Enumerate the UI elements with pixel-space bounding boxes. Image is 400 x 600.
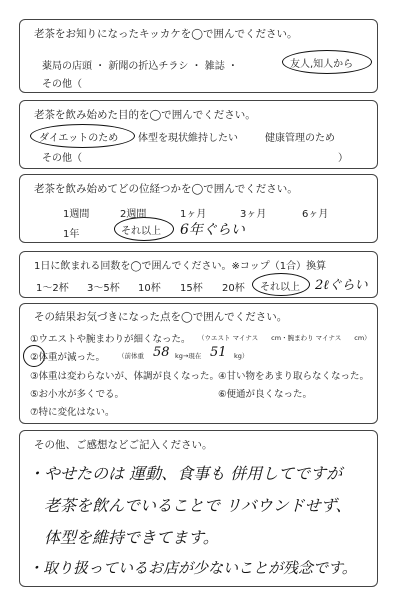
- q5-item-5: ⑤お小水が多くでる。: [30, 389, 125, 400]
- q3-opt-1y: 1年: [63, 229, 80, 240]
- q5-unit: kg）: [234, 352, 249, 360]
- q2-other-close: ）: [338, 153, 348, 164]
- q3-question: 老茶を飲み始めてどの位経つかを◯で囲んでください。: [34, 183, 298, 195]
- q4-question: 1日に飲まれる回数を◯で囲んでください。※コップ（1合）換算: [34, 261, 327, 272]
- q5-before-weight: 58: [153, 345, 170, 360]
- q4-opt-3: 10杯: [138, 283, 161, 294]
- comment-line-1: ・やせたのは 運動、食事も 併用してですが: [28, 464, 343, 483]
- q4-opt-4: 15杯: [180, 283, 203, 294]
- q2-option-2: 体型を現状維持したい: [138, 133, 238, 144]
- q1-question: 老茶をお知りになったキッカケを◯で囲んでください。: [34, 28, 298, 40]
- q4-handwritten: 2ℓぐらい: [315, 278, 368, 293]
- q4-opt-5: 20杯: [222, 283, 245, 294]
- q2-question: 老茶を飲み始めた目的を◯で囲んでください。: [34, 109, 256, 121]
- q3-opt-2w: 2週間: [120, 209, 147, 220]
- q5-item-7: ⑦特に変化はない。: [30, 407, 115, 418]
- q5-before-label: （前体重: [118, 352, 144, 360]
- section-q2: [19, 100, 378, 169]
- q5-item-2: ②体重が減った。: [30, 352, 106, 363]
- q2-answer: ダイエットのため: [39, 133, 119, 144]
- q5-item-1: ①ウエストや腕まわりが細くなった。: [30, 334, 191, 345]
- section-q1: [19, 19, 378, 93]
- comment-line-3: 体型を維持できてます。: [44, 528, 219, 547]
- q3-handwritten: 6年ぐらい: [180, 222, 245, 238]
- q4-answer: それ以上: [260, 282, 300, 293]
- q1-options: 薬局の店頭 ・ 新聞の折込チラシ ・ 雑誌 ・: [42, 61, 238, 72]
- q2-option-3: 健康管理のため: [265, 133, 335, 144]
- q5-item-4: ④甘い物をあまり取らなくなった。: [218, 371, 370, 382]
- section-q4: [19, 251, 378, 298]
- comment-line-2: 老茶を飲んでいることで リバウンドせず、: [44, 496, 352, 515]
- q4-opt-1: 1〜2杯: [36, 283, 69, 294]
- q5-item-3: ③体重は変わらないが、体調が良くなった。: [30, 371, 220, 382]
- q3-opt-3m: 3ヶ月: [240, 209, 267, 220]
- section-comments: [19, 430, 378, 587]
- q1-answer: 友人,知人から: [290, 59, 354, 70]
- comments-question: その他、ご感想などご記入ください。: [34, 439, 213, 451]
- q5-question: その結果お気づきになった点を◯で囲んでください。: [34, 311, 288, 323]
- q3-opt-1m: 1ヶ月: [180, 209, 207, 220]
- section-q5: [19, 303, 378, 424]
- q3-opt-1w: 1週間: [63, 209, 90, 220]
- section-q3: [19, 174, 378, 243]
- q3-opt-6m: 6ヶ月: [302, 209, 329, 220]
- q5-item-6: ⑥便通が良くなった。: [218, 389, 313, 400]
- q2-other: その他（: [42, 153, 82, 164]
- q4-opt-2: 3〜5杯: [87, 283, 120, 294]
- q5-item-1-note: （ウエスト マイナス cm・腕まわり マイナス cm）: [198, 334, 371, 342]
- q5-now-label: kg→現在: [175, 352, 202, 360]
- q5-now-weight: 51: [210, 345, 227, 360]
- q1-other: その他（: [42, 79, 82, 90]
- comment-line-4: ・取り扱っているお店が少ないことが残念です。: [28, 559, 357, 577]
- q3-answer: それ以上: [121, 226, 161, 237]
